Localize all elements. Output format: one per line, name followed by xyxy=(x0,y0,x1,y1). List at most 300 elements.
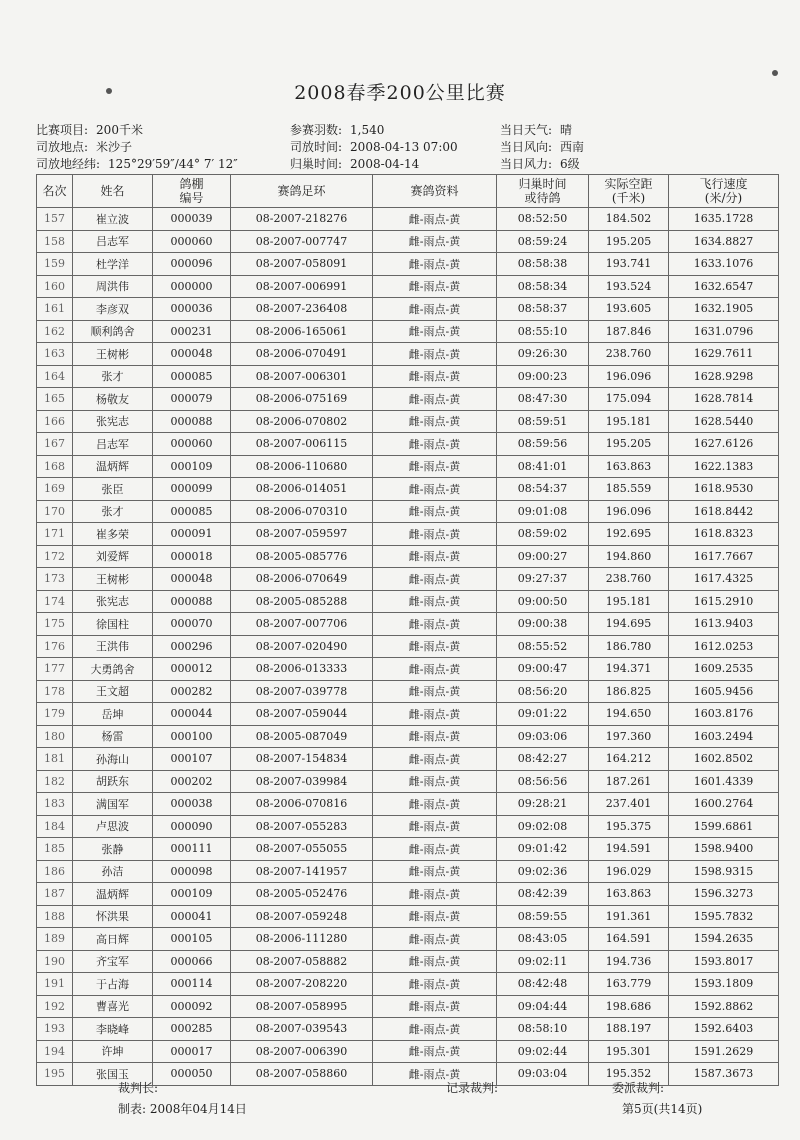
loft-id-cell: 000044 xyxy=(153,703,231,726)
rank-cell: 180 xyxy=(37,725,73,748)
ring-cell: 08-2007-055055 xyxy=(231,838,373,861)
assigned-referee-label: 委派裁判: xyxy=(612,1081,665,1095)
rank-cell: 186 xyxy=(37,860,73,883)
rank-cell: 178 xyxy=(37,680,73,703)
loft-id-cell: 000109 xyxy=(153,883,231,906)
return-time-cell: 09:26:30 xyxy=(497,343,589,366)
info-value: 晴 xyxy=(560,123,573,137)
info-label: 参赛羽数: xyxy=(290,123,343,137)
info-cell: 雌-雨点-黄 xyxy=(373,703,497,726)
rank-cell: 162 xyxy=(37,320,73,343)
table-row xyxy=(37,343,779,366)
speed-cell: 1618.8442 xyxy=(669,500,779,523)
table-row xyxy=(37,838,779,861)
table-row xyxy=(37,523,779,546)
table-row xyxy=(37,365,779,388)
ring-cell: 08-2006-070802 xyxy=(231,410,373,433)
speed-cell: 1612.0253 xyxy=(669,635,779,658)
loft-id-cell: 000066 xyxy=(153,950,231,973)
info-cell: 雌-雨点-黄 xyxy=(373,523,497,546)
ring-cell: 08-2007-141957 xyxy=(231,860,373,883)
loft-id-cell: 000285 xyxy=(153,1018,231,1041)
info-wind-force xyxy=(500,156,580,172)
name-cell: 张宪志 xyxy=(73,410,153,433)
info-value: 200千米 xyxy=(96,123,143,137)
speed-cell: 1618.8323 xyxy=(669,523,779,546)
info-cell: 雌-雨点-黄 xyxy=(373,410,497,433)
info-release-time xyxy=(290,139,458,155)
speed-cell: 1628.5440 xyxy=(669,410,779,433)
distance-cell: 193.524 xyxy=(589,275,669,298)
info-value: 1,540 xyxy=(350,123,385,137)
distance-cell: 192.695 xyxy=(589,523,669,546)
table-row xyxy=(37,770,779,793)
info-cell: 雌-雨点-黄 xyxy=(373,928,497,951)
ring-cell: 08-2005-052476 xyxy=(231,883,373,906)
loft-id-cell: 000012 xyxy=(153,658,231,681)
distance-cell: 187.846 xyxy=(589,320,669,343)
speed-cell: 1598.9315 xyxy=(669,860,779,883)
recorder-label: 记录裁判: xyxy=(446,1081,499,1095)
distance-cell: 198.686 xyxy=(589,995,669,1018)
info-value: 125°29′59″/44° 7′ 12″ xyxy=(108,157,238,171)
rank-cell: 179 xyxy=(37,703,73,726)
return-time-cell: 08:56:20 xyxy=(497,680,589,703)
return-time-cell: 08:58:38 xyxy=(497,253,589,276)
ring-cell: 08-2007-058091 xyxy=(231,253,373,276)
header-loft-id: 鸽棚 编号 xyxy=(153,175,231,208)
info-cell: 雌-雨点-黄 xyxy=(373,1040,497,1063)
header-distance: 实际空距 (千米) xyxy=(589,175,669,208)
header-ring-number: 赛鸽足环 xyxy=(231,175,373,208)
loft-id-cell: 000090 xyxy=(153,815,231,838)
return-time-cell: 08:41:01 xyxy=(497,455,589,478)
table-row xyxy=(37,568,779,591)
speed-cell: 1603.8176 xyxy=(669,703,779,726)
ring-cell: 08-2006-014051 xyxy=(231,478,373,501)
table-row xyxy=(37,905,779,928)
ring-cell: 08-2007-059597 xyxy=(231,523,373,546)
rank-cell: 187 xyxy=(37,883,73,906)
rank-cell: 173 xyxy=(37,568,73,591)
name-cell: 吕志军 xyxy=(73,230,153,253)
info-value: 米沙子 xyxy=(96,140,133,154)
distance-cell: 186.780 xyxy=(589,635,669,658)
loft-id-cell: 000039 xyxy=(153,208,231,231)
distance-cell: 194.650 xyxy=(589,703,669,726)
info-cell: 雌-雨点-黄 xyxy=(373,635,497,658)
info-cell: 雌-雨点-黄 xyxy=(373,478,497,501)
loft-id-cell: 000282 xyxy=(153,680,231,703)
name-cell: 许坤 xyxy=(73,1040,153,1063)
return-time-cell: 08:42:48 xyxy=(497,973,589,996)
loft-id-cell: 000096 xyxy=(153,253,231,276)
ring-cell: 08-2007-058882 xyxy=(231,950,373,973)
ring-cell: 08-2007-006390 xyxy=(231,1040,373,1063)
return-time-cell: 08:43:05 xyxy=(497,928,589,951)
distance-cell: 195.375 xyxy=(589,815,669,838)
speed-cell: 1632.6547 xyxy=(669,275,779,298)
ring-cell: 08-2006-070310 xyxy=(231,500,373,523)
info-site xyxy=(36,139,132,155)
speed-cell: 1629.7611 xyxy=(669,343,779,366)
name-cell: 张宪志 xyxy=(73,590,153,613)
speed-cell: 1598.9400 xyxy=(669,838,779,861)
return-time-cell: 08:59:55 xyxy=(497,905,589,928)
return-time-cell: 08:54:37 xyxy=(497,478,589,501)
rank-cell: 188 xyxy=(37,905,73,928)
distance-cell: 186.825 xyxy=(589,680,669,703)
rank-cell: 157 xyxy=(37,208,73,231)
return-time-cell: 09:00:50 xyxy=(497,590,589,613)
rank-cell: 166 xyxy=(37,410,73,433)
info-cell: 雌-雨点-黄 xyxy=(373,500,497,523)
name-cell: 于占海 xyxy=(73,973,153,996)
info-cell: 雌-雨点-黄 xyxy=(373,568,497,591)
table-row xyxy=(37,590,779,613)
rank-cell: 161 xyxy=(37,298,73,321)
table-row xyxy=(37,388,779,411)
speed-cell: 1592.6403 xyxy=(669,1018,779,1041)
info-return-time xyxy=(290,156,419,172)
distance-cell: 194.860 xyxy=(589,545,669,568)
speed-cell: 1587.3673 xyxy=(669,1063,779,1086)
speed-cell: 1599.6861 xyxy=(669,815,779,838)
loft-id-cell: 000296 xyxy=(153,635,231,658)
distance-cell: 163.863 xyxy=(589,455,669,478)
info-cell: 雌-雨点-黄 xyxy=(373,995,497,1018)
return-time-cell: 09:27:37 xyxy=(497,568,589,591)
distance-cell: 164.591 xyxy=(589,928,669,951)
name-cell: 吕志军 xyxy=(73,433,153,456)
table-row xyxy=(37,433,779,456)
return-time-cell: 08:59:51 xyxy=(497,410,589,433)
ring-cell: 08-2007-059044 xyxy=(231,703,373,726)
info-cell: 雌-雨点-黄 xyxy=(373,613,497,636)
return-time-cell: 09:02:11 xyxy=(497,950,589,973)
info-value: 西南 xyxy=(560,140,585,154)
return-time-cell: 09:03:04 xyxy=(497,1063,589,1086)
header-rank: 名次 xyxy=(37,175,73,208)
info-value: 6级 xyxy=(560,157,580,171)
return-time-cell: 09:01:08 xyxy=(497,500,589,523)
name-cell: 高日辉 xyxy=(73,928,153,951)
rank-cell: 170 xyxy=(37,500,73,523)
return-time-cell: 09:00:47 xyxy=(497,658,589,681)
distance-cell: 194.371 xyxy=(589,658,669,681)
name-cell: 孙海山 xyxy=(73,748,153,771)
speed-cell: 1601.4339 xyxy=(669,770,779,793)
info-cell: 雌-雨点-黄 xyxy=(373,748,497,771)
info-cell: 雌-雨点-黄 xyxy=(373,860,497,883)
loft-id-cell: 000000 xyxy=(153,275,231,298)
table-row xyxy=(37,1018,779,1041)
name-cell: 岳坤 xyxy=(73,703,153,726)
name-cell: 徐国柱 xyxy=(73,613,153,636)
table-row xyxy=(37,883,779,906)
distance-cell: 193.741 xyxy=(589,253,669,276)
rank-cell: 192 xyxy=(37,995,73,1018)
name-cell: 杨敬友 xyxy=(73,388,153,411)
speed-cell: 1635.1728 xyxy=(669,208,779,231)
loft-id-cell: 000100 xyxy=(153,725,231,748)
rank-cell: 160 xyxy=(37,275,73,298)
table-row xyxy=(37,1040,779,1063)
info-label: 当日天气: xyxy=(500,123,553,137)
distance-cell: 195.181 xyxy=(589,590,669,613)
distance-cell: 195.205 xyxy=(589,433,669,456)
speed-cell: 1593.1809 xyxy=(669,973,779,996)
name-cell: 温炳辉 xyxy=(73,883,153,906)
info-cell: 雌-雨点-黄 xyxy=(373,838,497,861)
name-cell: 顺利鸽舍 xyxy=(73,320,153,343)
ring-cell: 08-2005-085776 xyxy=(231,545,373,568)
table-row xyxy=(37,635,779,658)
loft-id-cell: 000060 xyxy=(153,433,231,456)
name-cell: 温炳辉 xyxy=(73,455,153,478)
ring-cell: 08-2007-006991 xyxy=(231,275,373,298)
ring-cell: 08-2007-058995 xyxy=(231,995,373,1018)
info-value: 2008-04-13 07:00 xyxy=(350,140,458,154)
rank-cell: 163 xyxy=(37,343,73,366)
name-cell: 齐宝军 xyxy=(73,950,153,973)
info-cell: 雌-雨点-黄 xyxy=(373,793,497,816)
ring-cell: 08-2007-055283 xyxy=(231,815,373,838)
info-cell: 雌-雨点-黄 xyxy=(373,883,497,906)
info-cell: 雌-雨点-黄 xyxy=(373,343,497,366)
loft-id-cell: 000038 xyxy=(153,793,231,816)
distance-cell: 163.863 xyxy=(589,883,669,906)
ring-cell: 08-2007-058860 xyxy=(231,1063,373,1086)
info-label: 司放地经纬: xyxy=(36,157,101,171)
speed-cell: 1591.2629 xyxy=(669,1040,779,1063)
speed-cell: 1628.9298 xyxy=(669,365,779,388)
info-label: 当日风向: xyxy=(500,140,553,154)
table-row xyxy=(37,320,779,343)
return-time-cell: 08:52:50 xyxy=(497,208,589,231)
speed-cell: 1632.1905 xyxy=(669,298,779,321)
table-row xyxy=(37,860,779,883)
rank-cell: 185 xyxy=(37,838,73,861)
name-cell: 王树彬 xyxy=(73,568,153,591)
distance-cell: 237.401 xyxy=(589,793,669,816)
info-cell: 雌-雨点-黄 xyxy=(373,725,497,748)
rank-cell: 184 xyxy=(37,815,73,838)
loft-id-cell: 000091 xyxy=(153,523,231,546)
info-cell: 雌-雨点-黄 xyxy=(373,253,497,276)
info-cell: 雌-雨点-黄 xyxy=(373,320,497,343)
speed-cell: 1628.7814 xyxy=(669,388,779,411)
return-time-cell: 09:01:22 xyxy=(497,703,589,726)
distance-cell: 188.197 xyxy=(589,1018,669,1041)
ring-cell: 08-2007-154834 xyxy=(231,748,373,771)
distance-cell: 194.591 xyxy=(589,838,669,861)
table-row xyxy=(37,658,779,681)
speed-cell: 1594.2635 xyxy=(669,928,779,951)
loft-id-cell: 000114 xyxy=(153,973,231,996)
loft-id-cell: 000048 xyxy=(153,568,231,591)
return-time-cell: 09:00:27 xyxy=(497,545,589,568)
rank-cell: 190 xyxy=(37,950,73,973)
loft-id-cell: 000107 xyxy=(153,748,231,771)
name-cell: 张静 xyxy=(73,838,153,861)
table-row xyxy=(37,995,779,1018)
table-row xyxy=(37,230,779,253)
loft-id-cell: 000036 xyxy=(153,298,231,321)
name-cell: 张才 xyxy=(73,365,153,388)
info-cell: 雌-雨点-黄 xyxy=(373,680,497,703)
info-coordinates xyxy=(36,156,238,172)
name-cell: 胡跃东 xyxy=(73,770,153,793)
ring-cell: 08-2007-059248 xyxy=(231,905,373,928)
distance-cell: 191.361 xyxy=(589,905,669,928)
distance-cell: 238.760 xyxy=(589,343,669,366)
rank-cell: 174 xyxy=(37,590,73,613)
distance-cell: 196.029 xyxy=(589,860,669,883)
table-row xyxy=(37,928,779,951)
return-time-cell: 08:58:10 xyxy=(497,1018,589,1041)
name-cell: 周洪伟 xyxy=(73,275,153,298)
table-row xyxy=(37,815,779,838)
rank-cell: 167 xyxy=(37,433,73,456)
table-row xyxy=(37,208,779,231)
name-cell: 大勇鸽舍 xyxy=(73,658,153,681)
header-pigeon-info: 赛鸽资料 xyxy=(373,175,497,208)
page-number: 第5页(共14页) xyxy=(622,1102,703,1116)
loft-id-cell: 000048 xyxy=(153,343,231,366)
rank-cell: 176 xyxy=(37,635,73,658)
speed-cell: 1593.8017 xyxy=(669,950,779,973)
ring-cell: 08-2006-165061 xyxy=(231,320,373,343)
name-cell: 杨雷 xyxy=(73,725,153,748)
rank-cell: 165 xyxy=(37,388,73,411)
table-row xyxy=(37,950,779,973)
info-label: 归巢时间: xyxy=(290,157,343,171)
return-time-cell: 09:04:44 xyxy=(497,995,589,1018)
table-row xyxy=(37,748,779,771)
return-time-cell: 09:02:44 xyxy=(497,1040,589,1063)
header-return-time: 归巢时间 或待鸽 xyxy=(497,175,589,208)
ring-cell: 08-2006-070649 xyxy=(231,568,373,591)
info-cell: 雌-雨点-黄 xyxy=(373,208,497,231)
table-row xyxy=(37,613,779,636)
rank-cell: 193 xyxy=(37,1018,73,1041)
name-cell: 曹喜光 xyxy=(73,995,153,1018)
distance-cell: 194.736 xyxy=(589,950,669,973)
info-cell: 雌-雨点-黄 xyxy=(373,815,497,838)
ring-cell: 08-2007-020490 xyxy=(231,635,373,658)
ring-cell: 08-2007-006115 xyxy=(231,433,373,456)
name-cell: 满国军 xyxy=(73,793,153,816)
return-time-cell: 08:59:56 xyxy=(497,433,589,456)
loft-id-cell: 000202 xyxy=(153,770,231,793)
name-cell: 李晓峰 xyxy=(73,1018,153,1041)
speed-cell: 1617.7667 xyxy=(669,545,779,568)
page-title: 2008春季200公里比赛 xyxy=(294,82,506,104)
ring-cell: 08-2007-039778 xyxy=(231,680,373,703)
loft-id-cell: 000060 xyxy=(153,230,231,253)
info-label: 当日风力: xyxy=(500,157,553,171)
ring-cell: 08-2007-007706 xyxy=(231,613,373,636)
loft-id-cell: 000041 xyxy=(153,905,231,928)
return-time-cell: 09:03:06 xyxy=(497,725,589,748)
loft-id-cell: 000017 xyxy=(153,1040,231,1063)
distance-cell: 195.181 xyxy=(589,410,669,433)
ring-cell: 08-2007-007747 xyxy=(231,230,373,253)
scan-mark-dot xyxy=(772,70,778,76)
rank-cell: 195 xyxy=(37,1063,73,1086)
name-cell: 怀洪果 xyxy=(73,905,153,928)
distance-cell: 195.205 xyxy=(589,230,669,253)
table-row xyxy=(37,500,779,523)
ring-cell: 08-2007-208220 xyxy=(231,973,373,996)
name-cell: 杜学洋 xyxy=(73,253,153,276)
distance-cell: 175.094 xyxy=(589,388,669,411)
info-cell: 雌-雨点-黄 xyxy=(373,658,497,681)
info-label: 比赛项目: xyxy=(36,123,89,137)
speed-cell: 1622.1383 xyxy=(669,455,779,478)
ring-cell: 08-2007-039984 xyxy=(231,770,373,793)
results-table-body xyxy=(37,208,779,1086)
rank-cell: 168 xyxy=(37,455,73,478)
loft-id-cell: 000050 xyxy=(153,1063,231,1086)
loft-id-cell: 000079 xyxy=(153,388,231,411)
speed-cell: 1596.3273 xyxy=(669,883,779,906)
ring-cell: 08-2005-085288 xyxy=(231,590,373,613)
loft-id-cell: 000099 xyxy=(153,478,231,501)
info-cell: 雌-雨点-黄 xyxy=(373,770,497,793)
referee-chief-label: 裁判长: xyxy=(118,1081,159,1095)
speed-cell: 1605.9456 xyxy=(669,680,779,703)
return-time-cell: 09:00:23 xyxy=(497,365,589,388)
info-cell: 雌-雨点-黄 xyxy=(373,455,497,478)
name-cell: 张才 xyxy=(73,500,153,523)
rank-cell: 169 xyxy=(37,478,73,501)
speed-cell: 1617.4325 xyxy=(669,568,779,591)
loft-id-cell: 000109 xyxy=(153,455,231,478)
info-weather xyxy=(500,122,572,138)
info-wind-direction xyxy=(500,139,584,155)
return-time-cell: 09:01:42 xyxy=(497,838,589,861)
name-cell: 卢思波 xyxy=(73,815,153,838)
loft-id-cell: 000231 xyxy=(153,320,231,343)
rank-cell: 181 xyxy=(37,748,73,771)
rank-cell: 177 xyxy=(37,658,73,681)
distance-cell: 194.695 xyxy=(589,613,669,636)
name-cell: 李彦双 xyxy=(73,298,153,321)
return-time-cell: 08:59:24 xyxy=(497,230,589,253)
speed-cell: 1592.8862 xyxy=(669,995,779,1018)
rank-cell: 159 xyxy=(37,253,73,276)
speed-cell: 1609.2535 xyxy=(669,658,779,681)
speed-cell: 1600.2764 xyxy=(669,793,779,816)
name-cell: 王文超 xyxy=(73,680,153,703)
name-cell: 崔立波 xyxy=(73,208,153,231)
ring-cell: 08-2006-070816 xyxy=(231,793,373,816)
rank-cell: 194 xyxy=(37,1040,73,1063)
header-speed: 飞行速度 (米/分) xyxy=(669,175,779,208)
ring-cell: 08-2006-013333 xyxy=(231,658,373,681)
return-time-cell: 09:02:36 xyxy=(497,860,589,883)
info-cell: 雌-雨点-黄 xyxy=(373,365,497,388)
rank-cell: 189 xyxy=(37,928,73,951)
table-row xyxy=(37,298,779,321)
info-cell: 雌-雨点-黄 xyxy=(373,950,497,973)
rank-cell: 158 xyxy=(37,230,73,253)
table-row xyxy=(37,253,779,276)
ring-cell: 08-2006-111280 xyxy=(231,928,373,951)
speed-cell: 1634.8827 xyxy=(669,230,779,253)
